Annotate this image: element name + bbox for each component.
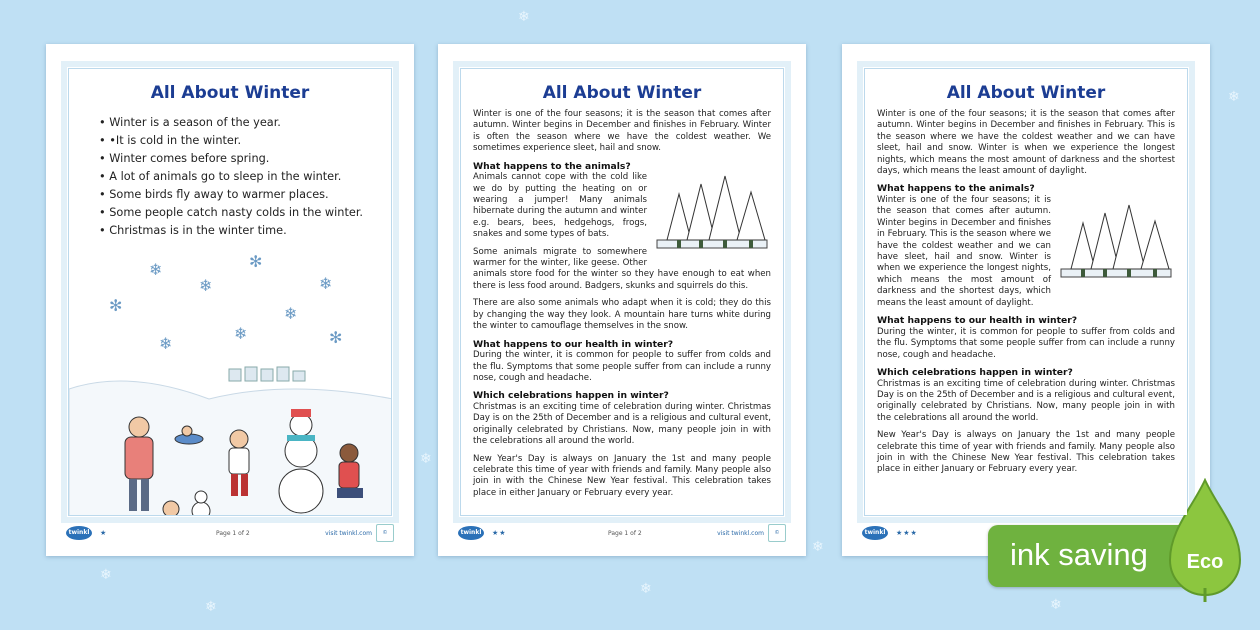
worksheet-text bbox=[473, 109, 771, 505]
worksheet-text bbox=[877, 109, 1175, 482]
bullet-item: • Winter comes before spring. bbox=[99, 150, 363, 168]
worksheet-1[interactable] bbox=[46, 44, 414, 556]
snowy-trees-illustration bbox=[653, 172, 771, 256]
snowflake-icon: ❄ bbox=[420, 451, 432, 467]
svg-text:❄: ❄ bbox=[199, 276, 213, 295]
intro-paragraph: Winter is one of the four seasons; it is the season that comes after autumn. Winter begins in December and finishes in February. This is the season where we have the coldest weather and we can have sleet, hail and snow. Winter is when we experience the longest nights, which means the most amount of darkness and the shortest days, which means the least amount of daylight. bbox=[877, 109, 1175, 177]
difficulty-stars: ★★★ bbox=[896, 529, 918, 537]
section-heading: What happens to our health in winter? bbox=[877, 315, 1078, 327]
section-paragraph: Animals cannot cope with the cold like we do by putting the heating on or wearing a jumper! Many animals hibernate during the autumn and winter e.g. bears, bees, hedgehogs, frogs, snakes and some types of bats. bbox=[473, 172, 647, 240]
ink-saving-ribbon bbox=[988, 525, 1198, 587]
eco-label: Eco bbox=[1186, 551, 1224, 573]
section-paragraph: Winter is one of the four seasons; it is the season that comes after autumn. Winter begins in December and finishes in February. This is the season where we have the coldest weather and we can have sleet, hail and snow. Winter is when we experience the longest nights, which means the most amount of darkness and the shortest days, which means the least amount of daylight. bbox=[877, 195, 1051, 308]
copyright-badge-icon: © bbox=[768, 524, 786, 542]
page-title: All About Winter bbox=[69, 83, 391, 103]
twinkl-logo: twinkl bbox=[458, 526, 484, 540]
twinkl-logo: twinkl bbox=[862, 526, 888, 540]
page-title: All About Winter bbox=[865, 83, 1187, 103]
snowflake-icon: ❄ bbox=[518, 9, 530, 25]
snowflake-icon: ❄ bbox=[640, 581, 652, 597]
worksheet-2[interactable] bbox=[438, 44, 806, 556]
bullet-item: • A lot of animals go to sleep in the winter. bbox=[99, 168, 363, 186]
snowflake-icon: ❄ bbox=[205, 599, 217, 615]
footer-url: visit twinkl.com bbox=[717, 530, 764, 537]
snowflake-icon: ❄ bbox=[1050, 597, 1062, 613]
svg-text:❄: ❄ bbox=[159, 334, 173, 353]
bullet-item: • Winter is a season of the year. bbox=[99, 114, 363, 132]
page-title: All About Winter bbox=[461, 83, 783, 103]
section-heading: Which celebrations happen in winter? bbox=[877, 366, 1073, 378]
difficulty-stars: ★ bbox=[100, 529, 108, 537]
section-paragraph: Some animals migrate to somewhere warmer for the winter, like geese. Other animals store food for the winter so they have enough to eat when there is less food around. Badgers, skunks and squirrels do this. bbox=[473, 246, 771, 291]
section-paragraph: New Year's Day is always on January the 1st and many people celebrate this time of year with friends and family. Many people also join in with the Chinese New Year festival. This celebration takes place in either January or February every year. bbox=[877, 430, 1175, 475]
page-number: Page 1 of 2 bbox=[216, 530, 250, 537]
snowflake-icon: ❄ bbox=[812, 539, 824, 555]
svg-text:❄: ❄ bbox=[319, 274, 333, 293]
snowflake-icon: ❄ bbox=[100, 567, 112, 583]
section-paragraph: There are also some animals who adapt when it is cold; they do this by changing the way they look. A mountain hare turns white during the winter to camouflage themselves in the snow. bbox=[473, 298, 771, 332]
worksheet-3[interactable] bbox=[842, 44, 1210, 556]
section-paragraph: During the winter, it is common for people to suffer from colds and the flu. Symptoms that some people suffer from can include a runny nose, cough and headache. bbox=[473, 350, 771, 383]
snowflake-icon: ❄ bbox=[1228, 89, 1240, 105]
ink-saving-label: ink saving bbox=[1010, 537, 1148, 572]
winter-scene-illustration bbox=[69, 239, 391, 515]
section-heading: What happens to the animals? bbox=[877, 183, 1035, 195]
footer-url: visit twinkl.com bbox=[325, 530, 372, 537]
twinkl-logo: twinkl bbox=[66, 526, 92, 540]
bullet-item: • Christmas is in the winter time. bbox=[99, 222, 363, 240]
svg-text:✻: ✻ bbox=[249, 252, 263, 271]
svg-text:❄: ❄ bbox=[284, 304, 298, 323]
bullet-item: • Some birds fly away to warmer places. bbox=[99, 186, 363, 204]
section-paragraph: Christmas is an exciting time of celebration during winter. Christmas Day is on the 25th of December and is a religious and cultural event, originally celebrated by Christians. Now, many people join in with the celebrations all around the world. bbox=[473, 401, 771, 447]
section-paragraph: New Year's Day is always on January the 1st and many people celebrate this time of year with friends and family. Many people also join in with the Chinese New Year festival. This celebration takes place in either January or February every year. bbox=[473, 453, 771, 498]
svg-text:✻: ✻ bbox=[329, 328, 343, 347]
snowy-trees-illustration bbox=[1057, 201, 1175, 285]
difficulty-stars: ★★ bbox=[492, 529, 507, 537]
section-paragraph: Christmas is an exciting time of celebration during winter. Christmas Day is on the 25th of December and is a religious and cultural event, originally celebrated by Christians. Now, many people join in with the celebrations all around the world. bbox=[877, 378, 1175, 423]
section-heading: Which celebrations happen in winter? bbox=[473, 390, 669, 402]
page-number: Page 1 of 2 bbox=[608, 530, 642, 537]
svg-text:❄: ❄ bbox=[234, 324, 248, 343]
svg-text:✻: ✻ bbox=[109, 296, 123, 315]
bullet-item: • •It is cold in the winter. bbox=[99, 132, 363, 150]
copyright-badge-icon: © bbox=[376, 524, 394, 542]
section-paragraph: During the winter, it is common for people to suffer from colds and the flu. Symptoms that some people suffer from can include a runny nose, cough and headache. bbox=[877, 326, 1175, 360]
bullet-item: • Some people catch nasty colds in the winter. bbox=[99, 204, 363, 222]
svg-text:❄: ❄ bbox=[149, 260, 163, 279]
page-footer bbox=[66, 522, 394, 544]
section-heading: What happens to our health in winter? bbox=[473, 338, 674, 350]
bullet-list bbox=[99, 114, 363, 240]
section-heading: What happens to the animals? bbox=[473, 160, 631, 172]
intro-paragraph: Winter is one of the four seasons; it is the season that comes after autumn. Winter begins in December and finishes in February. Winter is often the season where we have the coldest weather. We sometimes experience sleet, hail and snow. bbox=[473, 109, 771, 154]
page-footer bbox=[458, 522, 786, 544]
